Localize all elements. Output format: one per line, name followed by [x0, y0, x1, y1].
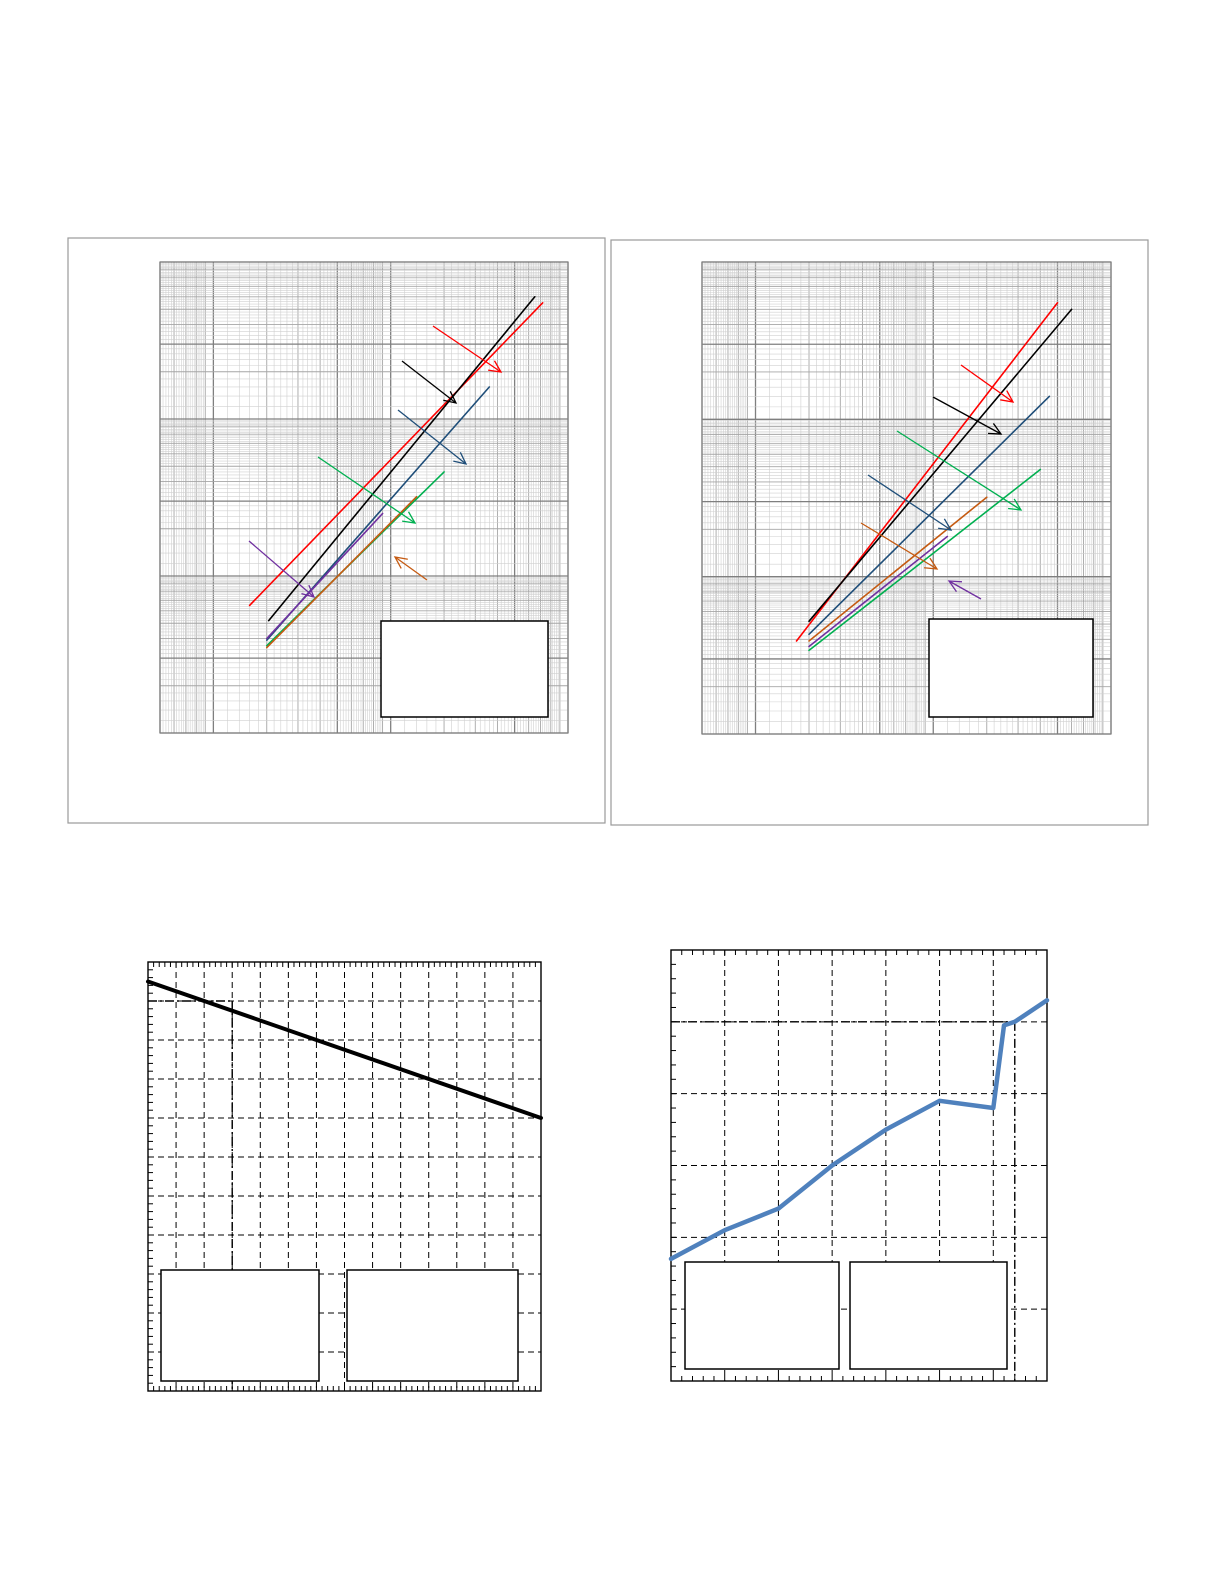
chart-1-frame — [68, 238, 605, 823]
chart-4-legend-box-left — [685, 1262, 839, 1369]
chart-2-series — [797, 303, 1072, 651]
chart-4-series — [671, 1000, 1047, 1259]
chart-2-legend-box — [929, 619, 1093, 717]
chart-4-legend-box-right — [850, 1262, 1007, 1369]
chart-1-legend-box — [381, 621, 548, 717]
chart-4-series-line-0 — [671, 1000, 1047, 1259]
chart-1-arrow-black — [402, 361, 456, 403]
chart-2-arrow-black — [933, 397, 1001, 434]
chart-3-legend-box-right — [347, 1270, 518, 1381]
chart-3-legend-box-left — [161, 1270, 319, 1381]
chart-1-arrow-green — [318, 457, 415, 523]
chart-2-arrow-blue — [868, 475, 951, 530]
